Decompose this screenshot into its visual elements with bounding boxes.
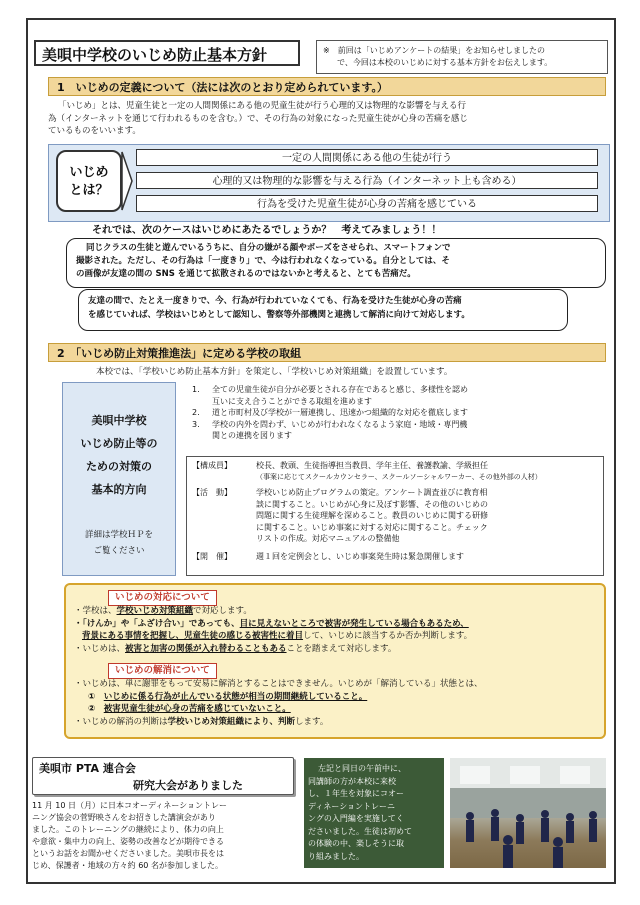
policy-2-line-1: 道と市町村及び学校が一層連携し、迅速かつ組織的な対応を徹底します — [212, 408, 468, 417]
notice-line-1: 前回は「いじめアンケートの結果」をお知らせしましたの — [337, 46, 545, 55]
resolution-num-2: ② — [88, 704, 96, 714]
pta-line-4: や意欲・集中力の向上、姿勢の改善などが期待できる — [32, 837, 224, 846]
resolution-line-1: ・いじめは、単に謝罪をもって安易に解消とすることはできません。いじめが「解消している」状態とは、 — [74, 679, 483, 689]
org-activities-line-4: に関すること。いじめ事案に対する対応に関すること。チェック — [256, 522, 488, 532]
pta-line-3: ました。このトレーニングの継続により、体力の向上 — [32, 825, 224, 834]
resp-4-em: 被害と加害の関係が入れ替わることもある — [125, 643, 287, 654]
answer-line-2: を感じていれば、学校はいじめとして認知し、警察等外部機関と連携して解消に向けて対応します。 — [88, 310, 470, 320]
resolution-label: いじめの解消について — [108, 663, 217, 679]
green-line-6: ださいました。生徒は初めて — [308, 826, 412, 836]
green-line-4: ディネーショントレーニ — [308, 801, 396, 811]
resolution-cond-2: 被害児童生徒が心身の苦痛を感じていないこと。 — [103, 704, 291, 714]
section1-intro — [48, 100, 608, 138]
green-line-5: ングの入門編を実施してく — [308, 814, 404, 823]
resp-3-em: 背景にある事情を把握し、児童生徒の感じる被害性に着目 — [82, 631, 304, 641]
intro-line-2: 為（インターネットを通じて行われるものを含む。）で、その行為の対象になった児童生徒が心身の苦痛を感じ — [48, 113, 468, 124]
policy-1-line-1: 全ての児童生徒が自分が必要とされる存在であると感じ、多様性を認め — [212, 385, 468, 394]
section2-intro: 本校では、「学校いじめ防止基本方針」を策定し、「学校いじめ対策組織」を設置しています。 — [96, 367, 453, 377]
pta-title-2: 研究大会がありました — [133, 779, 243, 792]
policy-3-line-2: 関との連携を図ります — [212, 431, 292, 440]
resp-3-post: して、いじめに該当するか否か判断します。 — [303, 631, 473, 641]
criteria-bar-2: 心理的又は物理的な影響を与える行為（インターネット上も含める） — [136, 172, 598, 189]
org-members-line-2: （事案に応じてスクールカウンセラー、スクールソーシャルワーカー、その他外部の人材） — [256, 472, 542, 481]
badge-line-2: とは？ — [69, 183, 109, 198]
green-line-3: し、１年生を対象にコオー — [308, 789, 404, 798]
pta-title-1: 美唄市 PTA 連合会 — [39, 762, 136, 775]
resp-1-em: 学校いじめ対策組織 — [116, 606, 194, 616]
page-title: 美唄中学校のいじめ防止基本方針 — [34, 40, 300, 66]
green-line-1: 左記と同日の午前中に、 — [318, 764, 406, 773]
answer-text — [88, 294, 470, 322]
intro-line-3: ているものをいいます。 — [48, 126, 141, 136]
left-title-1: 美唄中学校 — [91, 414, 147, 427]
left-title-3: ための対策の — [86, 460, 152, 473]
policy-item — [192, 419, 602, 442]
org-activities-line-1: 学校いじめ防止プログラムの策定。アンケート調査並びに教育相 — [256, 488, 488, 497]
resp-2-em: 目に見えないところで被害が発生している場合もあるため、 — [239, 618, 469, 629]
criteria-bar-1: 一定の人間関係にある他の生徒が行う — [136, 149, 598, 166]
policy-title-panel — [62, 382, 176, 576]
notice-line-2: で、今回は本校のいじめに対する基本方針をお伝えします。 — [337, 58, 553, 67]
case-text — [76, 242, 451, 281]
notice-mark: ※ — [323, 46, 330, 55]
resp-2-pre: ・「けんか」や「ふざけ合い」であっても、 — [74, 618, 240, 629]
resolution-cond-1: いじめに係る行為が止んでいる状態が相当の期間継続していること。 — [103, 691, 368, 702]
org-row-members — [192, 460, 602, 483]
policy-1-line-2: 互いに支え合うことができる取組を進めます — [212, 396, 372, 406]
organization-list — [192, 460, 602, 562]
what-is-ijime-badge — [56, 150, 122, 212]
org-meetings-line-1: 週１回を定例会とし、いじめ事案発生時は緊急開催します — [256, 551, 464, 561]
policy-3-line-1: 学校の内外を問わず、いじめが行われなくなるよう家庭・地域・専門機 — [212, 419, 468, 429]
notice-box — [316, 40, 608, 74]
section2-heading: 2 「いじめ防止対策推進法」に定める学校の取組 — [48, 343, 606, 362]
arrow-icon — [120, 150, 134, 212]
pta-line-6: じめ、保護者・地域の方々約 60 名が参加しました。 — [32, 861, 223, 870]
response-text — [74, 605, 600, 655]
pta-line-2: ニング協会の菅野映さんをお招きした講演会があり — [32, 813, 216, 822]
case-line-1: 同じクラスの生徒と遊んでいるうちに、自分の嫌がる顔やポーズをさせられ、スマートフォンで — [86, 243, 451, 253]
intro-line-1: 「いじめ」とは、児童生徒と一定の人間関係にある他の児童生徒が行う心理的又は物理的な影響を与える行 — [58, 101, 467, 111]
resolution-num-1: ① — [88, 691, 96, 702]
pta-body — [32, 800, 302, 872]
pta-title-box — [32, 757, 294, 795]
org-label-members: 【構成員】 — [192, 461, 232, 470]
left-note-1: 詳細は学校ＨＰを — [84, 530, 153, 540]
case-line-3: の画像が友達の間の SNS を通じて拡散されるのではないかと考えると、とても苦痛だ。 — [76, 269, 416, 279]
policy-list — [192, 384, 602, 442]
policy-num-1: 1. — [192, 385, 200, 394]
green-line-8: り組みました。 — [308, 851, 364, 861]
resp-4-post: ことを踏まえて対応します。 — [286, 643, 397, 654]
green-line-7: の体験の中、楽しそうに取 — [308, 839, 404, 848]
org-members-line-1: 校長、教頭、生徒指導担当教員、学年主任、養護教諭、学級担任 — [256, 461, 488, 470]
policy-item — [192, 384, 602, 407]
criteria-bar-3: 行為を受けた児童生徒が心身の苦痛を感じている — [136, 195, 598, 212]
org-activities-line-3: 問題に関する生徒理解を深めること。教員のいじめに関する研修 — [256, 511, 488, 520]
badge-line-1: いじめ — [69, 165, 109, 180]
left-title-2: いじめ防止等の — [80, 437, 158, 450]
resolution-text — [74, 678, 600, 728]
pta-line-5: というお話をお聞かせくださいました。美唄市長をは — [32, 849, 224, 858]
left-note-2: ご覧ください — [93, 546, 145, 556]
pta-line-1: 11 月 10 日（月）に日本コオーディネーショントレー — [32, 801, 228, 810]
students-training-image — [450, 758, 606, 868]
resp-4-pre: ・いじめは、 — [74, 643, 126, 654]
case-question: それでは、次のケースはいじめにあたるでしょうか？ 考えてみましょう！！ — [92, 225, 442, 236]
response-label: いじめの対応について — [108, 590, 217, 606]
gym-photo — [450, 758, 606, 868]
section1-heading: 1 いじめの定義について（法には次のとおり定められています。） — [48, 77, 606, 96]
org-activities-line-2: 談に関すること。いじめが心身に及ぼす影響、その他のいじめの — [256, 499, 488, 509]
org-row-meetings — [192, 551, 602, 563]
case-line-2: 撮影された。ただし、その行為は「一度きり」で、今は行われなくなっている。自分としては、そ — [76, 256, 450, 266]
resp-1-post: で対応します。 — [193, 606, 252, 616]
resolution-4-em: 学校いじめ対策組織により、判断 — [167, 716, 296, 727]
policy-num-3: 3. — [192, 419, 200, 429]
org-activities-line-5: リストの作成。対応マニュアルの整備他 — [256, 534, 400, 543]
org-label-activities: 【活 動】 — [192, 488, 232, 497]
green-line-2: 同講師の方が本校に来校 — [308, 776, 396, 786]
resp-1-pre: ・学校は、 — [74, 606, 117, 616]
answer-line-1: 友達の間で、たとえ一度きりで、今、行為が行われていなくても、行為を受けた生徒が心身の苦痛 — [88, 296, 462, 306]
training-note — [304, 758, 444, 868]
left-title-4: 基本的方向 — [91, 483, 147, 496]
org-label-meetings: 【開 催】 — [192, 551, 232, 561]
resolution-4-post: します。 — [295, 716, 329, 727]
policy-num-2: 2. — [192, 408, 200, 417]
resolution-4-pre: ・いじめの解消の判断は — [74, 716, 168, 727]
policy-item — [192, 407, 602, 419]
org-row-activities — [192, 487, 602, 545]
